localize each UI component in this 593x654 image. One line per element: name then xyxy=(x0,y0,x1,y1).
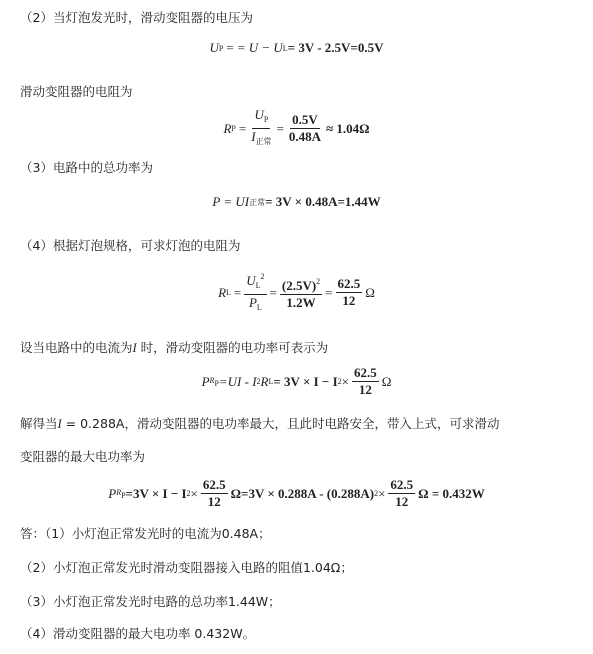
eq4-frac3-num: 62.5 xyxy=(337,276,361,291)
l5-var: I xyxy=(132,341,137,355)
eq3-rhs: = 3V × 0.48A=1.44W xyxy=(265,194,381,209)
eq1-lhs: U xyxy=(209,40,219,55)
eq6-a: =3V × I − I xyxy=(125,485,187,501)
eq6-frac2 xyxy=(388,478,415,509)
eq5-mid3: = 3V × I − I xyxy=(273,373,338,389)
l6-part1: 解得当 xyxy=(20,416,58,431)
eq6-frac1-num: 62.5 xyxy=(202,477,226,492)
answer-2: （2）小灯泡正常发光时滑动变阻器接入电路的阻值1.04Ω； xyxy=(20,560,353,575)
eq4-frac3-den: 12 xyxy=(342,293,356,308)
answer-3: （3）小灯泡正常发光时电路的总功率1.44W； xyxy=(20,594,281,609)
eq4-frac2-den: 1.2W xyxy=(286,295,316,310)
eq6-frac2-num: 62.5 xyxy=(390,477,414,492)
eq2-frac1-den-sub: 正常 xyxy=(255,137,272,146)
eq2-frac1-num-sub: P xyxy=(263,115,269,124)
eq5-frac xyxy=(352,366,379,397)
step2-heading: （2）当灯泡发光时，滑动变阻器的电压为 xyxy=(20,10,253,25)
equation-power xyxy=(0,194,593,210)
eq6-sup2: 2 xyxy=(374,489,379,498)
eq5-lhs-sub: R xyxy=(209,375,215,385)
eq6-frac1 xyxy=(201,478,228,509)
step3-heading: （3）电路中的总功率为 xyxy=(20,160,153,175)
eq4-frac1-num-sup: 2 xyxy=(260,272,265,281)
resistance-heading: 滑动变阻器的电阻为 xyxy=(20,84,133,99)
eq4-lhs: R xyxy=(218,284,227,300)
eq5-sup: 2 xyxy=(256,377,261,386)
equation-bulb-resistance: R L = $\frac{U_L^2}{P_L}$ = $\frac{(2.5V)^2}{1.2W}$ = $\frac{62.5}{12}$ Ω xyxy=(0,270,593,315)
eq3-lhs: P = UI xyxy=(212,194,250,209)
eq2-frac2-num: 0.5V xyxy=(292,112,318,127)
eq2-lhs: R xyxy=(223,120,232,136)
eq6-frac2-den: 12 xyxy=(395,494,409,509)
step4-heading: （4）根据灯泡规格，可求灯泡的电阻为 xyxy=(20,238,241,253)
eq6-lhs-subsub: P xyxy=(121,490,126,500)
eq5-lhs: P xyxy=(201,373,210,389)
eq5-mid2: R xyxy=(260,373,269,389)
eq2-rhs: ≈ 1.04Ω xyxy=(326,120,370,136)
eq2-frac2 xyxy=(287,113,323,144)
eq1-mid: = U − U xyxy=(236,40,283,55)
solution-line xyxy=(20,414,499,432)
eq1-rhs: = 3V - 2.5V=0.5V xyxy=(287,40,384,55)
equation-max-power xyxy=(0,478,593,509)
power-expression-intro xyxy=(20,338,328,356)
eq2-frac1-den: I xyxy=(251,129,256,144)
eq4-unit: Ω xyxy=(365,284,375,300)
eq6-frac1-den: 12 xyxy=(207,494,221,509)
eq2-frac1-num: U xyxy=(254,107,264,122)
eq4-frac1-num: U xyxy=(246,273,256,288)
l5-part1: 设当电路中的电流为 xyxy=(20,340,133,355)
eq3-sub: 正常 xyxy=(249,197,266,207)
eq6-times: × xyxy=(190,485,198,501)
eq5-times: × xyxy=(341,373,349,389)
eq4-frac3 xyxy=(336,277,363,308)
l6-var: I xyxy=(57,417,62,431)
eq4-frac1-den: P xyxy=(248,295,257,310)
equation-resistance: R P = $\frac{U_P}{I_{正常}}$ = $\frac{0.5V}{0.48A}$ ≈ 1.04Ω xyxy=(0,108,593,149)
eq6-b: Ω=3V × 0.288A - (0.288A) xyxy=(230,485,375,501)
eq4-frac2-num: (2.5V) xyxy=(281,278,317,293)
eq6-lhs-sub: R xyxy=(116,487,122,497)
eq6-c: Ω = 0.432W xyxy=(418,485,485,501)
eq4-frac1 xyxy=(244,270,266,315)
equation-power-expression xyxy=(0,366,593,397)
eq5-frac-num: 62.5 xyxy=(353,365,377,380)
eq6-times2: × xyxy=(378,485,386,501)
eq6-sup: 2 xyxy=(186,489,191,498)
eq5-mid2-sub: L xyxy=(268,377,274,386)
equation-voltage: U P = = U − U L = 3V - 2.5V=0.5V xyxy=(209,40,384,55)
eq5-sup2: 2 xyxy=(337,377,342,386)
eq4-lhs-sub: L xyxy=(226,288,231,297)
l5-part2: 时，滑动变阻器的电功率可表示为 xyxy=(136,340,329,355)
answer-1: 答：（1）小灯泡正常发光时的电流为0.48A； xyxy=(20,526,271,541)
eq2-frac2-den: 0.48A xyxy=(288,129,322,144)
max-power-heading: 变阻器的最大电功率为 xyxy=(20,449,146,464)
eq4-frac2 xyxy=(280,275,322,310)
eq6-lhs: P xyxy=(108,485,117,501)
eq1-mid-sub: L xyxy=(282,43,288,53)
eq4-frac2-num-sup: 2 xyxy=(316,277,321,286)
eq5-lhs-subsub: P xyxy=(214,378,219,388)
eq4-frac1-num-sub: L xyxy=(255,281,261,290)
eq5-frac-den: 12 xyxy=(358,382,372,397)
l6-part2: = 0.288A，滑动变阻器的电功率最大，且此时电路安全，带入上式，可求滑动 xyxy=(61,416,500,431)
eq4-frac1-den-sub: L xyxy=(256,303,262,312)
eq5-unit: Ω xyxy=(381,373,392,389)
eq1-lhs-sub: P xyxy=(218,43,224,53)
eq2-lhs-sub: P xyxy=(231,124,236,133)
answer-4: （4）滑动变阻器的最大电功率 0.432W。 xyxy=(20,626,256,641)
eq2-frac1 xyxy=(249,108,273,149)
eq5-mid: =UI - I xyxy=(218,373,257,389)
